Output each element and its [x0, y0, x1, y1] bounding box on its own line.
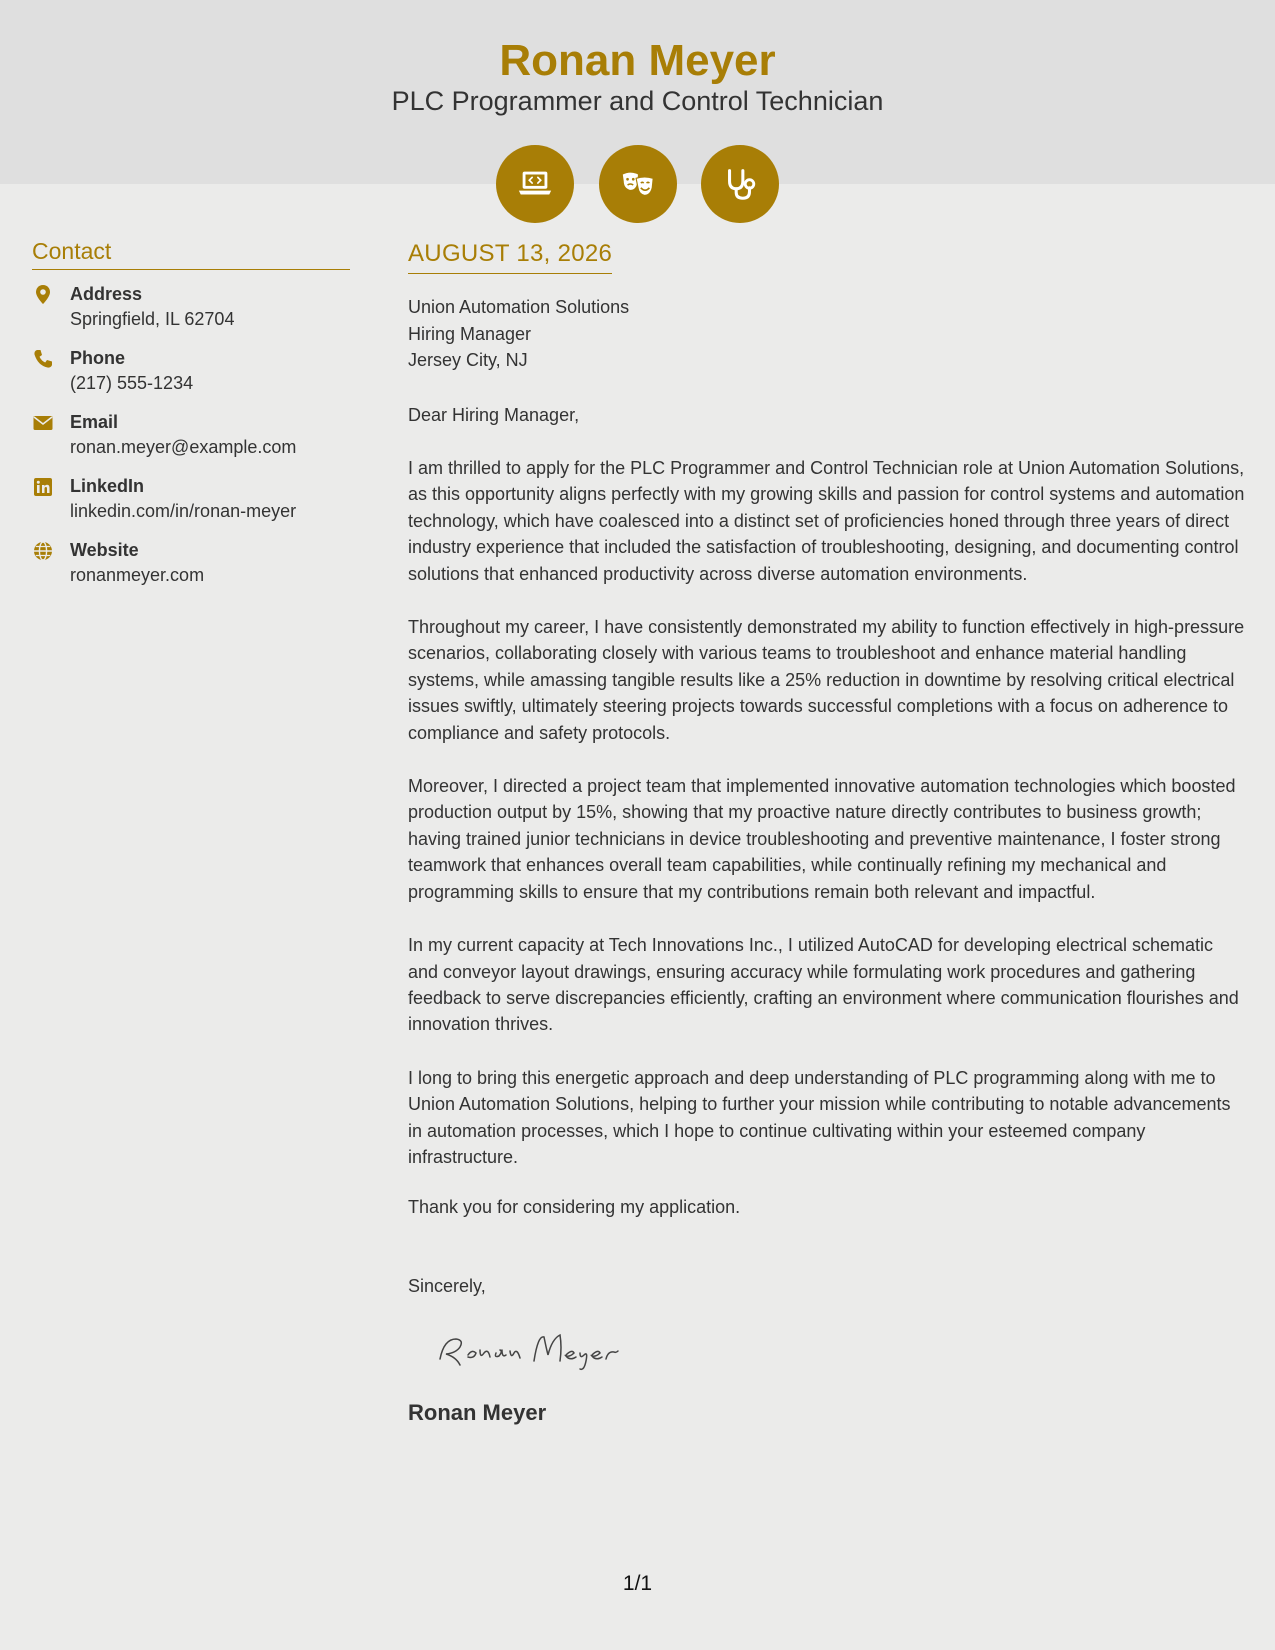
paragraph-1: I am thrilled to apply for the PLC Programmer and Control Technician role at Union Automation Solutions, as this opportunity aligns perfectly with my growing skills and passion for control systems and automation technology, which have coalesced into a distinct set of proficiencies honed through three years of direct industry experience that included the satisfaction of troubleshooting, designing, and documenting control solutions that enhanced productivity across diverse automation environments.: [408, 458, 1245, 584]
linkedin-label: LinkedIn: [70, 476, 145, 496]
theater-masks-icon: [599, 145, 677, 223]
contact-email: [32, 410, 350, 460]
signed-name: Ronan Meyer: [408, 1400, 547, 1426]
paragraph-5: I long to bring this energetic approach and deep understanding of PLC programming along with me to Union Automation Solutions, helping to further your mission while contributing to notable advancements in automation processes, which I hope to continue cultivating within your esteemed company infrastructure.: [408, 1067, 1231, 1167]
contact-phone: [32, 346, 350, 396]
applicant-name: Ronan Meyer: [499, 36, 776, 85]
interest-icons: [496, 145, 779, 223]
email-value[interactable]: ronan.meyer@example.com: [70, 437, 297, 457]
contact-linkedin: [32, 474, 350, 524]
linkedin-icon: [32, 476, 54, 498]
email-label: Email: [70, 412, 119, 432]
letter-body: [408, 240, 1248, 1426]
recipient-role: Hiring Manager: [408, 323, 532, 344]
contact-sidebar: [32, 238, 350, 602]
recipient-block: [408, 294, 1248, 374]
laptop-code-icon: [496, 145, 574, 223]
job-title: PLC Programmer and Control Technician: [391, 86, 884, 116]
phone-label: Phone: [70, 348, 126, 368]
letter-date: AUGUST 13, 2026: [408, 240, 612, 274]
closing-line: Thank you for considering my application.: [408, 1197, 741, 1218]
contact-heading: Contact: [32, 238, 350, 270]
map-pin-icon: [32, 284, 54, 306]
page-number: 1/1: [622, 1572, 653, 1595]
signoff: Sincerely,: [408, 1276, 486, 1297]
paragraph-2: Throughout my career, I have consistently demonstrated my ability to function effectively in high-pressure scenarios, collaborating closely with various teams to troubleshoot and enhance material handling systems, while amassing tangible results like a 25% reduction in downtime by resolving critical electrical issues swiftly, ultimately steering projects towards successful completions with a focus on adherence to compliance and safety protocols.: [408, 617, 1245, 743]
phone-icon: [32, 348, 54, 370]
website-label: Website: [70, 540, 139, 560]
contact-website: [32, 538, 350, 588]
paragraph-3: Moreover, I directed a project team that implemented innovative automation technologies which boosted production output by 15%, showing that my proactive nature directly contributes to business growth; having trained junior technicians in device troubleshooting and preventive maintenance, I foster strong teamwork that enhances overall team capabilities, while continually refining my mechanical and programming skills to ensure that my contributions remain both relevant and impactful.: [408, 776, 1236, 902]
contact-address: [32, 282, 350, 332]
envelope-icon: [32, 412, 54, 434]
phone-value[interactable]: (217) 555-1234: [70, 373, 194, 393]
stethoscope-icon: [701, 145, 779, 223]
recipient-location: Jersey City, NJ: [408, 350, 528, 370]
signature: [434, 1325, 644, 1373]
linkedin-value[interactable]: linkedin.com/in/ronan-meyer: [70, 501, 297, 521]
address-label: Address: [70, 284, 143, 304]
website-value[interactable]: ronanmeyer.com: [70, 565, 205, 585]
salutation: Dear Hiring Manager,: [408, 404, 580, 425]
globe-icon: [32, 540, 54, 562]
recipient-company: Union Automation Solutions: [408, 297, 630, 317]
paragraph-4: In my current capacity at Tech Innovations Inc., I utilized AutoCAD for developing electrical schematic and conveyor layout drawings, ensuring accuracy while formulating work procedures and gathering feedback to serve discrepancies efficiently, crafting an environment where communication flourishes and innovation thrives.: [408, 935, 1239, 1035]
address-value: Springfield, IL 62704: [70, 309, 235, 329]
